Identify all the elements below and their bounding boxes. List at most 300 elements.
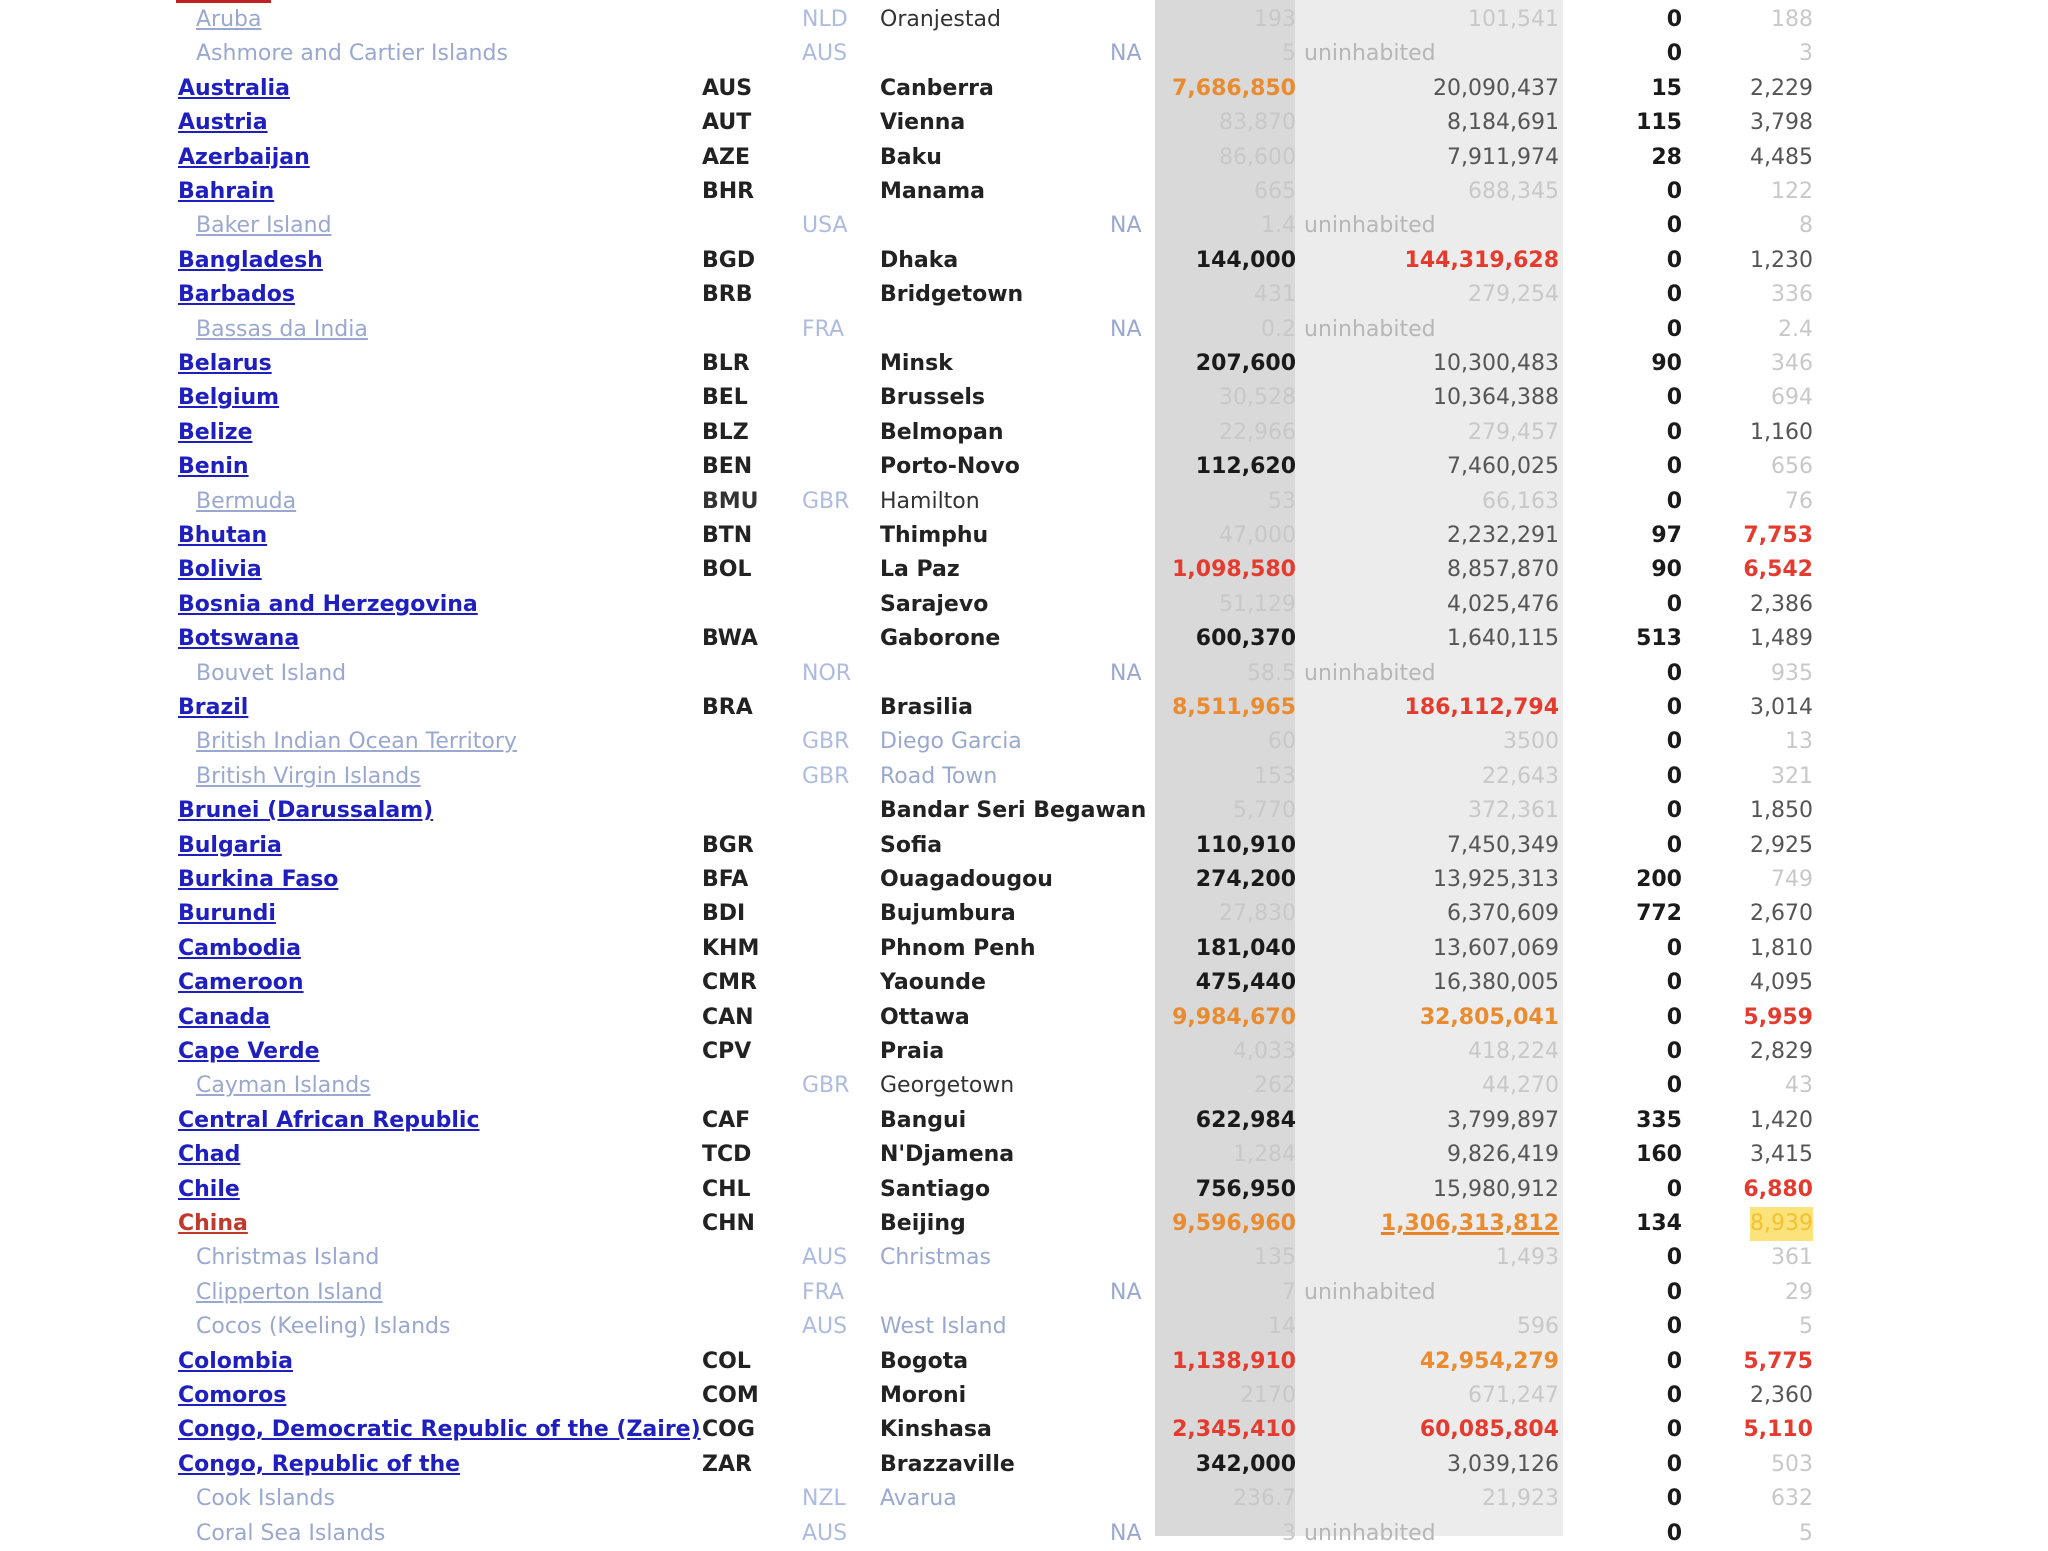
border-count: 0 bbox=[1666, 316, 1682, 342]
country-name-link[interactable]: Burkina Faso bbox=[178, 867, 339, 892]
area-value: 2170 bbox=[1240, 1383, 1296, 1408]
country-name-link[interactable]: Canada bbox=[178, 1004, 271, 1030]
border-count: 0 bbox=[1666, 1417, 1682, 1443]
country-name-link[interactable]: Clipperton Island bbox=[196, 1279, 383, 1305]
border-count: 0 bbox=[1666, 763, 1682, 789]
country-name-link[interactable]: Brunei (Darussalam) bbox=[178, 798, 434, 824]
table-row bbox=[0, 37, 2048, 71]
table-row bbox=[0, 72, 2048, 106]
table-row bbox=[0, 347, 2048, 381]
uninhabited-note: uninhabited bbox=[1304, 1520, 1436, 1546]
coastline-value: 3,014 bbox=[1750, 695, 1813, 720]
area-value: 1,138,910 bbox=[1172, 1348, 1296, 1374]
table-row bbox=[0, 313, 2048, 347]
capital-city: Hamilton bbox=[880, 488, 980, 514]
country-name-link[interactable]: Colombia bbox=[178, 1348, 293, 1374]
area-value: 5 bbox=[1282, 41, 1296, 67]
coastline-value: 4,485 bbox=[1750, 144, 1813, 170]
country-name-link[interactable]: Bhutan bbox=[178, 523, 268, 548]
population-value: 8,184,691 bbox=[1447, 110, 1559, 136]
coastline-value: 1,230 bbox=[1750, 247, 1813, 273]
uninhabited-note: uninhabited bbox=[1304, 1279, 1436, 1305]
population-value: 688,345 bbox=[1468, 179, 1559, 204]
border-count: 160 bbox=[1636, 1142, 1682, 1168]
border-count: 0 bbox=[1666, 488, 1682, 514]
table-row bbox=[0, 209, 2048, 243]
area-value: 274,200 bbox=[1195, 867, 1296, 892]
country-name-link: Bouvet Island bbox=[196, 660, 347, 686]
table-row bbox=[0, 588, 2048, 622]
area-value: 5,770 bbox=[1233, 798, 1296, 824]
capital-city: Avarua bbox=[880, 1486, 957, 1512]
country-name-link: Coral Sea Islands bbox=[196, 1520, 386, 1546]
country-name-link[interactable]: Burundi bbox=[178, 901, 276, 927]
table-row bbox=[0, 1001, 2048, 1035]
population-value: 42,954,279 bbox=[1419, 1348, 1559, 1374]
population-value: 101,541 bbox=[1468, 7, 1559, 32]
iso-code: AZE bbox=[702, 144, 751, 170]
table-row bbox=[0, 1138, 2048, 1172]
iso-code: KHM bbox=[702, 935, 760, 961]
area-value: 475,440 bbox=[1195, 970, 1296, 996]
iso-code: BTN bbox=[702, 523, 753, 548]
capital-city: Praia bbox=[880, 1039, 945, 1064]
iso-code: CMR bbox=[702, 970, 757, 996]
coastline-value: 2,670 bbox=[1750, 901, 1813, 927]
coastline-value: 2,360 bbox=[1750, 1383, 1813, 1408]
parent-country-code: AUS bbox=[802, 1314, 848, 1340]
area-value: 14 bbox=[1268, 1314, 1296, 1340]
population-value: 4,025,476 bbox=[1447, 591, 1559, 617]
iso-code: BDI bbox=[702, 901, 746, 927]
population-value: 372,361 bbox=[1468, 798, 1559, 824]
iso-code: CHL bbox=[702, 1176, 751, 1202]
area-value: 1,284 bbox=[1233, 1142, 1296, 1168]
coastline-value: 6,542 bbox=[1743, 557, 1813, 583]
iso-code: COM bbox=[702, 1383, 759, 1408]
area-value: 51,129 bbox=[1219, 591, 1296, 617]
border-count: 0 bbox=[1666, 1520, 1682, 1546]
border-count: 115 bbox=[1636, 110, 1682, 136]
population-value: 22,643 bbox=[1482, 763, 1559, 789]
table-row bbox=[0, 1035, 2048, 1069]
capital-city: Baku bbox=[880, 144, 942, 170]
country-name-link[interactable]: Benin bbox=[178, 454, 249, 480]
capital-city: Ottawa bbox=[880, 1004, 970, 1030]
border-count: 0 bbox=[1666, 1039, 1682, 1064]
border-count: 335 bbox=[1636, 1107, 1682, 1133]
country-name-link: Cocos (Keeling) Islands bbox=[196, 1314, 451, 1340]
population-value: 20,090,437 bbox=[1433, 75, 1559, 101]
uninhabited-note: uninhabited bbox=[1304, 660, 1436, 686]
border-count: 0 bbox=[1666, 591, 1682, 617]
iso-code: CAN bbox=[702, 1004, 754, 1030]
iso-code: CPV bbox=[702, 1039, 752, 1064]
parent-country-code: USA bbox=[802, 213, 848, 239]
capital-city: Sofia bbox=[880, 832, 943, 858]
border-count: 772 bbox=[1636, 901, 1682, 927]
border-count: 0 bbox=[1666, 695, 1682, 720]
coastline-value: 3,798 bbox=[1750, 110, 1813, 136]
country-name-link[interactable]: Bolivia bbox=[178, 557, 262, 583]
table-row bbox=[0, 794, 2048, 828]
coastline-value: 76 bbox=[1785, 488, 1813, 514]
area-value: 4,033 bbox=[1233, 1039, 1296, 1064]
area-value: 60 bbox=[1268, 729, 1296, 755]
table-row bbox=[0, 691, 2048, 725]
capital-city: Yaounde bbox=[880, 970, 986, 996]
table-row bbox=[0, 1413, 2048, 1447]
capital-city: Canberra bbox=[880, 75, 994, 101]
country-name-link[interactable]: Chile bbox=[178, 1176, 240, 1202]
iso-code: BMU bbox=[702, 488, 759, 514]
table-row bbox=[0, 657, 2048, 691]
coastline-value: 632 bbox=[1771, 1486, 1813, 1512]
population-value: 144,319,628 bbox=[1404, 247, 1559, 273]
table-row bbox=[0, 1241, 2048, 1275]
border-count: 15 bbox=[1651, 75, 1682, 101]
country-name-link[interactable]: Congo, Republic of the bbox=[178, 1451, 461, 1477]
border-count: 0 bbox=[1666, 798, 1682, 824]
coastline-value: 749 bbox=[1771, 867, 1813, 892]
area-value: 7 bbox=[1282, 1279, 1296, 1305]
iso-code: BGR bbox=[702, 832, 754, 858]
border-count: 0 bbox=[1666, 213, 1682, 239]
capital-city: Georgetown bbox=[880, 1073, 1015, 1099]
parent-country-code: NLD bbox=[802, 7, 848, 32]
coastline-value: 346 bbox=[1771, 351, 1813, 376]
capital-city: Ouagadougou bbox=[880, 867, 1053, 892]
population-value: 1,306,313,812 bbox=[1380, 1211, 1559, 1236]
parent-country-code: GBR bbox=[802, 729, 850, 755]
population-value: 1,493 bbox=[1496, 1245, 1559, 1271]
area-value: 342,000 bbox=[1195, 1451, 1296, 1477]
population-value: 60,085,804 bbox=[1419, 1417, 1559, 1443]
na-marker: NA bbox=[1110, 316, 1142, 342]
area-value: 1.4 bbox=[1261, 213, 1296, 239]
population-value: 13,607,069 bbox=[1433, 935, 1559, 961]
coastline-value: 5 bbox=[1799, 1520, 1813, 1546]
border-count: 0 bbox=[1666, 1451, 1682, 1477]
coastline-value: 321 bbox=[1771, 763, 1813, 789]
coastline-value: 1,160 bbox=[1750, 419, 1813, 445]
border-count: 0 bbox=[1666, 179, 1682, 204]
na-marker: NA bbox=[1110, 213, 1142, 239]
parent-country-code: FRA bbox=[802, 1279, 845, 1305]
coastline-value: 7,753 bbox=[1743, 523, 1813, 548]
parent-country-code: NZL bbox=[802, 1486, 846, 1512]
population-value: 279,254 bbox=[1468, 282, 1559, 308]
capital-city: Beijing bbox=[880, 1211, 966, 1236]
coastline-value: 656 bbox=[1771, 454, 1813, 480]
area-value: 9,596,960 bbox=[1172, 1211, 1296, 1236]
country-name-link[interactable]: Barbados bbox=[178, 282, 296, 308]
coastline-value: 5 bbox=[1799, 1314, 1813, 1340]
country-name-link[interactable]: Bassas da India bbox=[196, 316, 368, 342]
iso-code: AUS bbox=[702, 75, 753, 101]
border-count: 97 bbox=[1651, 523, 1682, 548]
border-count: 0 bbox=[1666, 660, 1682, 686]
area-value: 83,870 bbox=[1219, 110, 1296, 136]
table-row bbox=[0, 1207, 2048, 1241]
capital-city: Phnom Penh bbox=[880, 935, 1036, 961]
capital-city: Road Town bbox=[880, 763, 998, 789]
parent-country-code: AUS bbox=[802, 1245, 848, 1271]
area-value: 9,984,670 bbox=[1172, 1004, 1296, 1030]
table-row bbox=[0, 244, 2048, 278]
capital-city: Thimphu bbox=[880, 523, 989, 548]
population-value: 186,112,794 bbox=[1404, 695, 1559, 720]
area-value: 153 bbox=[1254, 763, 1296, 789]
area-value: 207,600 bbox=[1195, 351, 1296, 376]
iso-code: COG bbox=[702, 1417, 755, 1443]
capital-city: Diego Garcia bbox=[880, 729, 1022, 755]
coastline-value: 3 bbox=[1799, 41, 1813, 67]
area-value: 58.5 bbox=[1247, 660, 1296, 686]
na-marker: NA bbox=[1110, 41, 1142, 67]
table-row bbox=[0, 1310, 2048, 1344]
table-row bbox=[0, 1173, 2048, 1207]
area-value: 53 bbox=[1268, 488, 1296, 514]
border-count: 0 bbox=[1666, 247, 1682, 273]
border-count: 0 bbox=[1666, 385, 1682, 411]
country-name-link[interactable]: China bbox=[178, 1211, 248, 1236]
population-value: 671,247 bbox=[1468, 1383, 1559, 1408]
iso-code: ZAR bbox=[702, 1451, 752, 1477]
area-value: 30,528 bbox=[1219, 385, 1296, 411]
country-name-link[interactable]: Belarus bbox=[178, 351, 272, 376]
iso-code: BEL bbox=[702, 385, 748, 411]
country-name-link[interactable]: Azerbaijan bbox=[178, 144, 310, 170]
country-name-link[interactable]: Belize bbox=[178, 419, 253, 445]
capital-city: Gaborone bbox=[880, 626, 1001, 652]
country-name-link[interactable]: Bosnia and Herzegovina bbox=[178, 591, 478, 617]
iso-code: AUT bbox=[702, 110, 752, 136]
country-name-link[interactable]: Cape Verde bbox=[178, 1039, 320, 1064]
border-count: 0 bbox=[1666, 1279, 1682, 1305]
area-value: 8,511,965 bbox=[1172, 695, 1296, 720]
capital-city: Bujumbura bbox=[880, 901, 1016, 927]
uninhabited-note: uninhabited bbox=[1304, 316, 1436, 342]
country-name-link: Ashmore and Cartier Islands bbox=[196, 41, 508, 67]
country-name-link[interactable]: Chad bbox=[178, 1142, 241, 1168]
table-row bbox=[0, 1448, 2048, 1482]
country-name-link[interactable]: Australia bbox=[178, 75, 290, 101]
country-name-link[interactable]: British Virgin Islands bbox=[196, 763, 421, 789]
coastline-value: 8 bbox=[1799, 213, 1813, 239]
table-row bbox=[0, 1517, 2048, 1551]
population-value: 13,925,313 bbox=[1433, 867, 1559, 892]
parent-country-code: FRA bbox=[802, 316, 845, 342]
coastline-value: 935 bbox=[1771, 660, 1813, 686]
population-value: 1,640,115 bbox=[1447, 626, 1559, 652]
table-row bbox=[0, 725, 2048, 759]
capital-city: La Paz bbox=[880, 557, 960, 583]
country-name-link[interactable]: Central African Republic bbox=[178, 1107, 480, 1133]
country-name-link[interactable]: Bangladesh bbox=[178, 247, 323, 273]
iso-code: BLZ bbox=[702, 419, 749, 445]
border-count: 513 bbox=[1636, 626, 1682, 652]
parent-country-code: GBR bbox=[802, 763, 850, 789]
area-value: 3 bbox=[1282, 1520, 1296, 1546]
population-value: 32,805,041 bbox=[1419, 1004, 1559, 1030]
iso-code: BFA bbox=[702, 867, 749, 892]
na-marker: NA bbox=[1110, 660, 1142, 686]
coastline-value: 2,229 bbox=[1750, 75, 1813, 101]
population-value: 3,039,126 bbox=[1447, 1451, 1559, 1477]
table-row bbox=[0, 553, 2048, 587]
area-value: 22,966 bbox=[1219, 419, 1296, 445]
uninhabited-note: uninhabited bbox=[1304, 213, 1436, 239]
table-row bbox=[0, 863, 2048, 897]
population-value: 279,457 bbox=[1468, 419, 1559, 445]
border-count: 200 bbox=[1636, 867, 1682, 892]
population-value: 66,163 bbox=[1482, 488, 1559, 514]
country-name-link[interactable]: Botswana bbox=[178, 626, 300, 652]
area-value: 0.2 bbox=[1261, 316, 1296, 342]
parent-country-code: AUS bbox=[802, 41, 848, 67]
country-name-link[interactable]: Bermuda bbox=[196, 488, 297, 514]
country-name-link[interactable]: Bahrain bbox=[178, 179, 275, 204]
capital-city: Bridgetown bbox=[880, 282, 1024, 308]
population-value: 3,799,897 bbox=[1447, 1107, 1559, 1133]
table-row bbox=[0, 175, 2048, 209]
area-value: 135 bbox=[1254, 1245, 1296, 1271]
coastline-value: 43 bbox=[1785, 1073, 1813, 1099]
parent-country-code: AUS bbox=[802, 1520, 848, 1546]
coastline-value: 2,925 bbox=[1750, 832, 1813, 858]
country-name-link[interactable]: Cambodia bbox=[178, 935, 301, 961]
coastline-value: 6,880 bbox=[1743, 1176, 1813, 1202]
capital-city: Minsk bbox=[880, 351, 953, 376]
border-count: 134 bbox=[1636, 1211, 1682, 1236]
capital-city: Sarajevo bbox=[880, 591, 989, 617]
population-value: 596 bbox=[1517, 1314, 1559, 1340]
population-value: 9,826,419 bbox=[1447, 1142, 1559, 1168]
area-value: 236.7 bbox=[1233, 1486, 1296, 1512]
country-name-link[interactable]: Congo, Democratic Republic of the (Zaire) bbox=[178, 1417, 701, 1443]
country-name-link[interactable]: Cameroon bbox=[178, 970, 304, 996]
area-value: 7,686,850 bbox=[1172, 75, 1296, 101]
table-row bbox=[0, 1345, 2048, 1379]
border-count: 0 bbox=[1666, 7, 1682, 32]
border-count: 90 bbox=[1651, 557, 1682, 583]
na-marker: NA bbox=[1110, 1520, 1142, 1546]
parent-country-code: NOR bbox=[802, 660, 852, 686]
table-row bbox=[0, 829, 2048, 863]
capital-city: Belmopan bbox=[880, 419, 1004, 445]
population-value: 6,370,609 bbox=[1447, 901, 1559, 927]
na-marker: NA bbox=[1110, 1279, 1142, 1305]
coastline-value: 2,386 bbox=[1750, 591, 1813, 617]
table-row bbox=[0, 1379, 2048, 1413]
iso-code: COL bbox=[702, 1348, 751, 1374]
border-count: 90 bbox=[1651, 351, 1682, 376]
population-value: 21,923 bbox=[1482, 1486, 1559, 1512]
area-value: 193 bbox=[1254, 7, 1296, 32]
capital-city: Bandar Seri Begawan bbox=[880, 798, 1147, 824]
iso-code: BEN bbox=[702, 454, 753, 480]
country-name-link[interactable]: British Indian Ocean Territory bbox=[196, 729, 517, 755]
table-row bbox=[0, 485, 2048, 519]
capital-city: Moroni bbox=[880, 1383, 967, 1408]
area-value: 181,040 bbox=[1195, 935, 1296, 961]
border-count: 0 bbox=[1666, 935, 1682, 961]
border-count: 0 bbox=[1666, 1004, 1682, 1030]
country-name-link[interactable]: Austria bbox=[178, 110, 268, 136]
population-value: 10,300,483 bbox=[1433, 351, 1559, 376]
country-name-link: Cook Islands bbox=[196, 1486, 335, 1512]
country-name-link[interactable]: Brazil bbox=[178, 695, 249, 720]
table-row bbox=[0, 1276, 2048, 1310]
border-count: 0 bbox=[1666, 1383, 1682, 1408]
population-value: 418,224 bbox=[1468, 1039, 1559, 1064]
border-count: 0 bbox=[1666, 832, 1682, 858]
population-value: 2,232,291 bbox=[1447, 523, 1559, 548]
area-value: 622,984 bbox=[1195, 1107, 1296, 1133]
coastline-value: 5,959 bbox=[1743, 1004, 1813, 1030]
capital-city: N'Djamena bbox=[880, 1142, 1015, 1168]
border-count: 28 bbox=[1651, 144, 1682, 170]
iso-code: BHR bbox=[702, 179, 755, 204]
capital-city: Dhaka bbox=[880, 247, 959, 273]
country-name-link[interactable]: Cayman Islands bbox=[196, 1073, 371, 1099]
population-value: 7,460,025 bbox=[1447, 454, 1559, 480]
capital-city: Kinshasa bbox=[880, 1417, 992, 1443]
area-value: 144,000 bbox=[1195, 247, 1296, 273]
coastline-value: 3,415 bbox=[1750, 1142, 1813, 1168]
area-value: 756,950 bbox=[1195, 1176, 1296, 1202]
border-count: 0 bbox=[1666, 1348, 1682, 1374]
coastline-value: 694 bbox=[1771, 385, 1813, 411]
coastline-value: 8,939 bbox=[1750, 1207, 1813, 1241]
population-value: 10,364,388 bbox=[1433, 385, 1559, 411]
border-count: 0 bbox=[1666, 454, 1682, 480]
country-name-link[interactable]: Bulgaria bbox=[178, 832, 282, 858]
area-value: 86,600 bbox=[1219, 144, 1296, 170]
coastline-value: 1,850 bbox=[1750, 798, 1813, 824]
iso-code: BLR bbox=[702, 351, 750, 376]
iso-code: TCD bbox=[702, 1142, 752, 1168]
area-value: 110,910 bbox=[1195, 832, 1296, 858]
table-row bbox=[0, 381, 2048, 415]
country-name-link[interactable]: Baker Island bbox=[196, 213, 332, 239]
country-name-link[interactable]: Belgium bbox=[178, 385, 280, 411]
coastline-value: 122 bbox=[1771, 179, 1813, 204]
coastline-value: 503 bbox=[1771, 1451, 1813, 1477]
capital-city: Santiago bbox=[880, 1176, 991, 1202]
capital-city: Brazzaville bbox=[880, 1451, 1015, 1477]
table-row bbox=[0, 106, 2048, 140]
table-row bbox=[0, 141, 2048, 175]
area-value: 112,620 bbox=[1195, 454, 1296, 480]
table-row bbox=[0, 760, 2048, 794]
capital-city: Brasilia bbox=[880, 695, 974, 720]
area-value: 431 bbox=[1254, 282, 1296, 308]
iso-code: BRA bbox=[702, 695, 753, 720]
border-count: 0 bbox=[1666, 1176, 1682, 1202]
coastline-value: 1,810 bbox=[1750, 935, 1813, 961]
border-count: 0 bbox=[1666, 1073, 1682, 1099]
parent-country-code: GBR bbox=[802, 488, 850, 514]
table-row bbox=[0, 966, 2048, 1000]
country-name-link[interactable]: Aruba bbox=[196, 7, 262, 32]
border-count: 0 bbox=[1666, 282, 1682, 308]
coastline-value: 336 bbox=[1771, 282, 1813, 308]
coastline-value: 1,489 bbox=[1750, 626, 1813, 652]
country-name-link[interactable]: Comoros bbox=[178, 1383, 287, 1408]
border-count: 0 bbox=[1666, 1314, 1682, 1340]
